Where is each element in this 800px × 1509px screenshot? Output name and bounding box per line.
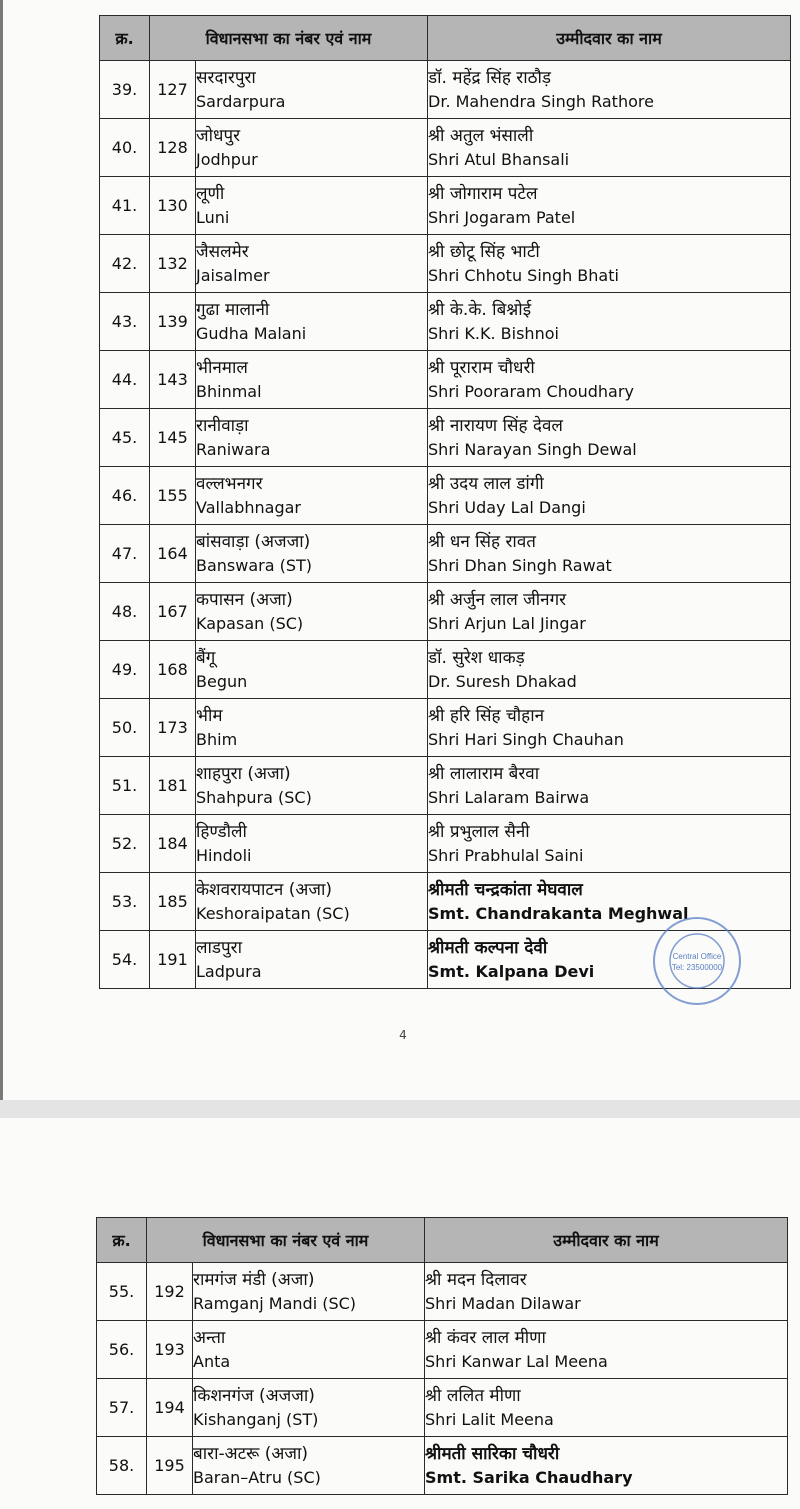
constituency-name-english: Bhinmal — [196, 381, 262, 401]
candidate-name-hindi: डॉ. सुरेश धाकड़ — [428, 647, 525, 668]
table-row — [100, 583, 791, 641]
constituency-name-english: Ladpura — [196, 961, 262, 981]
serial-number: 45. — [100, 409, 150, 467]
serial-number: 39. — [100, 61, 150, 119]
candidate-name-cell — [428, 583, 791, 641]
stamp-text-tel: Tel: 23500000 — [671, 963, 723, 972]
constituency-name-hindi: लाडपुरा — [196, 937, 243, 958]
candidate-name-cell — [428, 467, 791, 525]
header-serial: क्र. — [97, 1218, 147, 1263]
candidate-name-hindi: श्री अर्जुन लाल जीनगर — [428, 589, 567, 610]
constituency-name-cell — [196, 467, 428, 525]
constituency-name-hindi: भीनमाल — [196, 357, 248, 378]
serial-number: 53. — [100, 873, 150, 931]
serial-number: 41. — [100, 177, 150, 235]
candidate-name-english: Shri Lalit Meena — [425, 1409, 554, 1429]
constituency-name-hindi: रामगंज मंडी (अजा) — [193, 1269, 315, 1290]
candidate-name-hindi: श्री लालाराम बैरवा — [428, 763, 540, 784]
header-candidate: उम्मीदवार का नाम — [428, 16, 791, 61]
candidate-name-english: Shri Lalaram Bairwa — [428, 787, 590, 807]
table-row — [100, 409, 791, 467]
header-candidate: उम्मीदवार का नाम — [425, 1218, 788, 1263]
constituency-name-cell — [196, 815, 428, 873]
candidate-name-hindi: श्री अतुल भंसाली — [428, 125, 534, 146]
constituency-name-cell — [196, 351, 428, 409]
candidate-name-english: Shri Madan Dilawar — [425, 1293, 581, 1313]
constituency-name-cell — [196, 409, 428, 467]
candidate-name-hindi: श्री पूराराम चौधरी — [428, 357, 535, 378]
constituency-name-english: Ramganj Mandi (SC) — [193, 1293, 357, 1313]
stamp-text-office: Central Office — [672, 952, 722, 961]
constituency-number: 191 — [150, 931, 196, 989]
table-row — [100, 177, 791, 235]
constituency-name-english: Vallabhnagar — [196, 497, 301, 517]
candidate-name-english: Smt. Chandrakanta Meghwal — [428, 903, 689, 923]
table-row — [100, 525, 791, 583]
constituency-name-english: Shahpura (SC) — [196, 787, 312, 807]
constituency-name-english: Jaisalmer — [196, 265, 270, 285]
page-separator — [0, 1100, 800, 1118]
candidate-name-english: Shri Hari Singh Chauhan — [428, 729, 624, 749]
candidate-name-english: Smt. Kalpana Devi — [428, 961, 595, 981]
candidate-name-hindi: श्री के.के. बिश्नोई — [428, 299, 532, 320]
table-row — [97, 1263, 788, 1321]
candidate-name-cell — [425, 1437, 788, 1495]
constituency-name-english: Begun — [196, 671, 248, 691]
constituency-name-english: Luni — [196, 207, 230, 227]
serial-number: 42. — [100, 235, 150, 293]
constituency-name-hindi: किशनगंज (अजजा) — [193, 1385, 315, 1406]
constituency-number: 143 — [150, 351, 196, 409]
candidate-name-cell — [428, 409, 791, 467]
table-row — [97, 1379, 788, 1437]
candidate-name-cell — [425, 1321, 788, 1379]
constituency-number: 185 — [150, 873, 196, 931]
table-row — [100, 815, 791, 873]
serial-number: 49. — [100, 641, 150, 699]
candidate-name-english: Shri Jogaram Patel — [428, 207, 576, 227]
candidate-name-cell — [428, 525, 791, 583]
candidate-name-english: Smt. Sarika Chaudhary — [425, 1467, 633, 1487]
candidate-name-hindi: डॉ. महेंद्र सिंह राठौड़ — [428, 67, 552, 88]
candidate-name-english: Shri Uday Lal Dangi — [428, 497, 586, 517]
constituency-name-english: Anta — [193, 1351, 231, 1371]
candidate-name-cell — [428, 61, 791, 119]
constituency-number: 192 — [147, 1263, 193, 1321]
constituency-name-english: Hindoli — [196, 845, 252, 865]
constituency-name-cell — [196, 177, 428, 235]
serial-number: 43. — [100, 293, 150, 351]
header-serial: क्र. — [100, 16, 150, 61]
candidate-name-hindi: श्री मदन दिलावर — [425, 1269, 527, 1290]
constituency-number: 194 — [147, 1379, 193, 1437]
serial-number: 50. — [100, 699, 150, 757]
table-row — [100, 757, 791, 815]
constituency-name-cell — [196, 293, 428, 351]
constituency-number: 145 — [150, 409, 196, 467]
serial-number: 51. — [100, 757, 150, 815]
serial-number: 58. — [97, 1437, 147, 1495]
candidate-table-page-5 — [96, 1217, 788, 1495]
constituency-name-english: Kapasan (SC) — [196, 613, 304, 633]
constituency-number: 164 — [150, 525, 196, 583]
candidate-name-english: Shri Atul Bhansali — [428, 149, 570, 169]
constituency-name-english: Raniwara — [196, 439, 271, 459]
constituency-name-hindi: जोधपुर — [196, 125, 241, 146]
constituency-name-english: Kishanganj (ST) — [193, 1409, 319, 1429]
constituency-name-english: Bhim — [196, 729, 238, 749]
constituency-name-hindi: सरदारपुरा — [196, 67, 256, 88]
constituency-name-cell — [196, 119, 428, 177]
candidate-name-hindi: श्री उदय लाल डांगी — [428, 473, 544, 494]
constituency-number: 155 — [150, 467, 196, 525]
constituency-number: 132 — [150, 235, 196, 293]
constituency-name-hindi: गुढा मालानी — [196, 299, 270, 320]
serial-number: 57. — [97, 1379, 147, 1437]
candidate-name-english: Shri K.K. Bishnoi — [428, 323, 559, 343]
candidate-name-english: Shri Pooraram Choudhary — [428, 381, 634, 401]
constituency-name-cell — [196, 699, 428, 757]
serial-number: 48. — [100, 583, 150, 641]
table-row — [100, 61, 791, 119]
candidate-name-hindi: श्री नारायण सिंह देवल — [428, 415, 563, 436]
table-row — [100, 235, 791, 293]
constituency-name-cell — [193, 1263, 425, 1321]
constituency-name-english: Keshoraipatan (SC) — [196, 903, 350, 923]
constituency-name-hindi: वल्लभनगर — [196, 473, 263, 494]
table-row — [100, 641, 791, 699]
constituency-name-hindi: केशवरायपाटन (अजा) — [196, 879, 333, 900]
constituency-name-cell — [193, 1379, 425, 1437]
candidate-name-cell — [428, 119, 791, 177]
candidate-name-cell — [425, 1379, 788, 1437]
candidate-name-english: Shri Kanwar Lal Meena — [425, 1351, 608, 1371]
candidate-name-cell — [428, 815, 791, 873]
header-constituency: विधानसभा का नंबर एवं नाम — [150, 16, 428, 61]
constituency-name-cell — [196, 583, 428, 641]
candidate-name-hindi: श्री जोगाराम पटेल — [428, 183, 538, 204]
constituency-name-hindi: बांसवाड़ा (अजजा) — [196, 531, 311, 552]
constituency-name-hindi: लूणी — [196, 183, 225, 204]
table-row — [97, 1437, 788, 1495]
constituency-name-cell — [196, 873, 428, 931]
constituency-number: 168 — [150, 641, 196, 699]
constituency-name-cell — [196, 641, 428, 699]
constituency-number: 181 — [150, 757, 196, 815]
constituency-name-hindi: हिण्डौली — [196, 821, 247, 842]
stamp-seal-icon — [651, 915, 743, 1007]
candidate-name-hindi: श्रीमती सारिका चौधरी — [425, 1443, 560, 1464]
constituency-name-hindi: अन्ता — [193, 1327, 226, 1348]
constituency-number: 128 — [150, 119, 196, 177]
table-row — [100, 351, 791, 409]
serial-number: 52. — [100, 815, 150, 873]
document-page-5 — [0, 1118, 800, 1509]
candidate-name-hindi: श्री हरि सिंह चौहान — [428, 705, 545, 726]
candidate-name-cell — [428, 235, 791, 293]
table-row — [97, 1321, 788, 1379]
constituency-number: 130 — [150, 177, 196, 235]
constituency-name-cell — [196, 757, 428, 815]
serial-number: 40. — [100, 119, 150, 177]
candidate-name-cell — [428, 699, 791, 757]
candidate-name-cell — [425, 1263, 788, 1321]
serial-number: 55. — [97, 1263, 147, 1321]
candidate-name-cell — [428, 293, 791, 351]
table-row — [100, 699, 791, 757]
constituency-name-cell — [193, 1437, 425, 1495]
candidate-name-english: Shri Dhan Singh Rawat — [428, 555, 612, 575]
table-row — [100, 467, 791, 525]
candidate-name-hindi: श्री धन सिंह रावत — [428, 531, 536, 552]
constituency-number: 195 — [147, 1437, 193, 1495]
constituency-number: 167 — [150, 583, 196, 641]
constituency-name-cell — [193, 1321, 425, 1379]
candidate-name-english: Dr. Suresh Dhakad — [428, 671, 577, 691]
constituency-number: 173 — [150, 699, 196, 757]
page-number: 4 — [399, 1028, 407, 1042]
constituency-name-cell — [196, 525, 428, 583]
constituency-name-english: Sardarpura — [196, 91, 286, 111]
candidate-name-cell — [428, 757, 791, 815]
candidate-name-cell — [428, 351, 791, 409]
constituency-name-hindi: बारा-अटरू (अजा) — [193, 1443, 309, 1464]
serial-number: 54. — [100, 931, 150, 989]
candidate-name-english: Shri Arjun Lal Jingar — [428, 613, 586, 633]
constituency-number: 184 — [150, 815, 196, 873]
constituency-name-hindi: रानीवाड़ा — [196, 415, 249, 436]
constituency-name-english: Banswara (ST) — [196, 555, 313, 575]
candidate-name-english: Shri Prabhulal Saini — [428, 845, 584, 865]
constituency-number: 193 — [147, 1321, 193, 1379]
table-row — [100, 119, 791, 177]
candidate-name-cell — [428, 177, 791, 235]
header-constituency: विधानसभा का नंबर एवं नाम — [147, 1218, 425, 1263]
candidate-name-hindi: श्रीमती चन्द्रकांता मेघवाल — [428, 879, 583, 900]
serial-number: 44. — [100, 351, 150, 409]
constituency-name-cell — [196, 235, 428, 293]
candidate-name-english: Shri Chhotu Singh Bhati — [428, 265, 619, 285]
candidate-name-hindi: श्रीमती कल्पना देवी — [428, 937, 548, 958]
constituency-name-cell — [196, 931, 428, 989]
constituency-name-hindi: भीम — [196, 705, 223, 726]
constituency-name-english: Jodhpur — [196, 149, 258, 169]
constituency-name-english: Baran–Atru (SC) — [193, 1467, 321, 1487]
serial-number: 56. — [97, 1321, 147, 1379]
constituency-name-cell — [196, 61, 428, 119]
constituency-name-hindi: शाहपुरा (अजा) — [196, 763, 291, 784]
candidate-name-hindi: श्री छोटू सिंह भाटी — [428, 241, 540, 262]
constituency-number: 127 — [150, 61, 196, 119]
table-row — [100, 293, 791, 351]
constituency-name-hindi: जैसलमेर — [196, 241, 249, 262]
candidate-name-english: Dr. Mahendra Singh Rathore — [428, 91, 654, 111]
candidate-name-hindi: श्री कंवर लाल मीणा — [425, 1327, 546, 1348]
candidate-name-english: Shri Narayan Singh Dewal — [428, 439, 637, 459]
constituency-name-hindi: बैंगू — [196, 647, 216, 668]
candidate-table-page-4 — [99, 15, 791, 989]
candidate-name-cell — [428, 641, 791, 699]
constituency-name-hindi: कपासन (अजा) — [196, 589, 293, 610]
serial-number: 46. — [100, 467, 150, 525]
constituency-name-english: Gudha Malani — [196, 323, 307, 343]
constituency-number: 139 — [150, 293, 196, 351]
candidate-name-hindi: श्री ललित मीणा — [425, 1385, 521, 1406]
candidate-name-hindi: श्री प्रभुलाल सैनी — [428, 821, 530, 842]
party-office-stamp — [651, 915, 743, 1007]
serial-number: 47. — [100, 525, 150, 583]
